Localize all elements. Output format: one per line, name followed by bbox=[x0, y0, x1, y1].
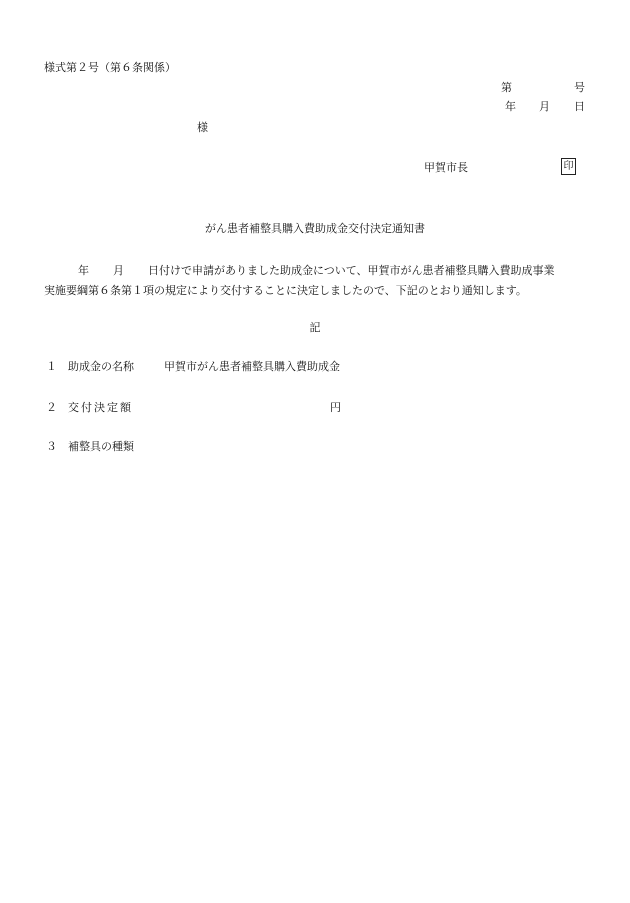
doc-number-suffix: 号 bbox=[574, 81, 585, 94]
item-unit-yen: 円 bbox=[330, 401, 341, 414]
item-number: １ bbox=[46, 360, 57, 373]
notice-body bbox=[44, 261, 594, 301]
body-year: 年 bbox=[78, 264, 89, 277]
item-label: 交付決定額 bbox=[68, 401, 133, 414]
item-device-type bbox=[46, 440, 134, 454]
date-year: 年 bbox=[505, 100, 516, 113]
item-label: 補整具の種類 bbox=[68, 440, 134, 453]
form-label: 様式第２号（第６条関係） bbox=[44, 61, 176, 74]
seal-mark: 印 bbox=[561, 158, 576, 175]
item-number: ２ bbox=[46, 401, 57, 414]
body-month: 月 bbox=[113, 264, 124, 277]
body-line-2: 実施要綱第６条第１項の規定により交付することに決定しましたので、下記のとおり通知します。 bbox=[44, 284, 527, 297]
item-label: 助成金の名称 bbox=[68, 360, 134, 373]
doc-number-prefix: 第 bbox=[501, 81, 512, 94]
recipient-suffix: 様 bbox=[197, 121, 208, 134]
date-day: 日 bbox=[574, 100, 585, 113]
ki-heading: 記 bbox=[309, 321, 321, 334]
body-line-1-text: 日付けで申請がありました助成金について、甲賀市がん患者補整具購入費助成事業 bbox=[148, 264, 555, 277]
issuer-name: 甲賀市長 bbox=[424, 161, 468, 174]
document-title: がん患者補整具購入費助成金交付決定通知書 bbox=[205, 222, 425, 235]
item-value: 甲賀市がん患者補整具購入費助成金 bbox=[164, 360, 340, 373]
body-line-1 bbox=[44, 261, 594, 281]
item-number: ３ bbox=[46, 440, 57, 453]
item-grant-name bbox=[46, 360, 340, 374]
date-month: 月 bbox=[539, 100, 550, 113]
item-grant-amount bbox=[46, 401, 341, 415]
